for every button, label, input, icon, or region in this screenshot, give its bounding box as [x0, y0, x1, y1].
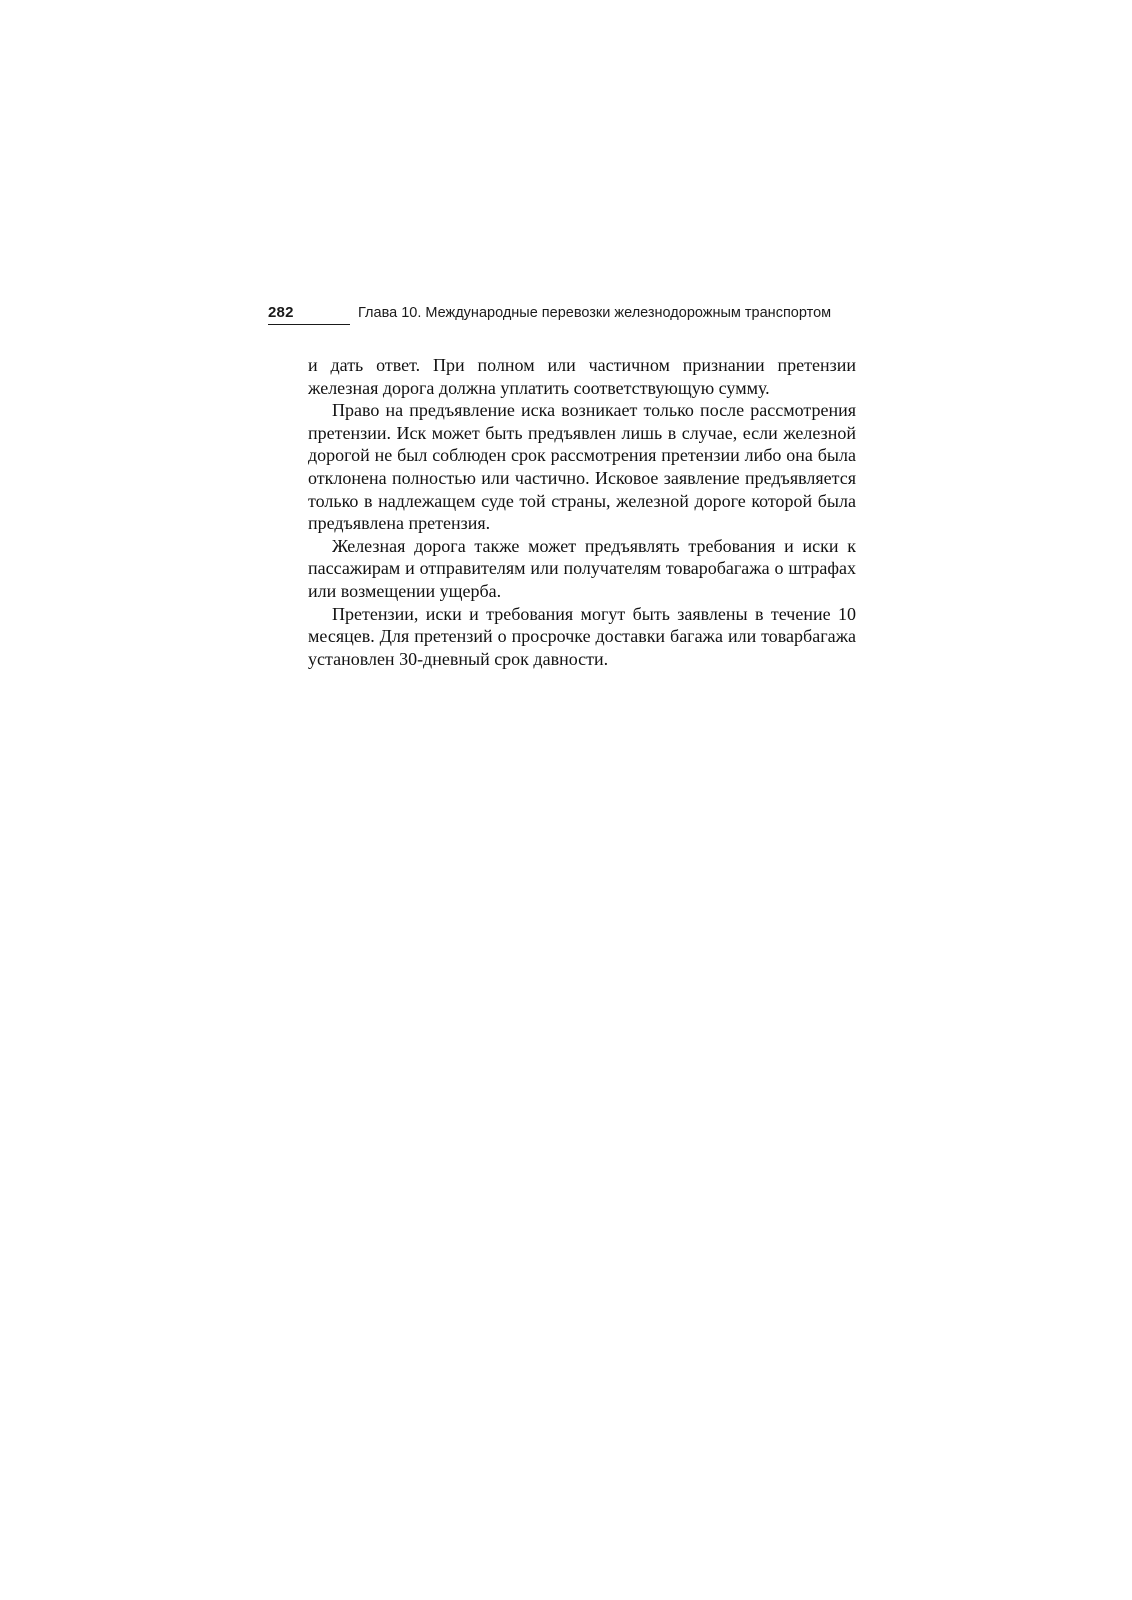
- paragraph-continuation: и дать ответ. При полном или частичном признании претензии железная дорога должна уплатить соответствующую сумму.: [308, 355, 856, 398]
- paragraph-railway-claims: Железная дорога также может предъявлять требования и иски к пассажирам и отправителям или получателям товаробагажа о штрафах или возмещении ущерба.: [308, 535, 856, 601]
- running-header: [268, 300, 856, 330]
- chapter-title: Глава 10. Международные перевозки железнодорожным транспортом: [358, 305, 832, 321]
- body-text: [308, 354, 856, 670]
- header-rule: [268, 324, 350, 325]
- page-number: 282: [268, 304, 294, 321]
- paragraph-limitation-period: Претензии, иски и требования могут быть заявлены в течение 10 месяцев. Для претензий о просрочке доставки багажа или товарбагажа установлен 30-дневный срок давности.: [308, 603, 856, 669]
- paragraph-claim-rights: Право на предъявление иска возникает только после рассмотрения претензии. Иск может быть предъявлен лишь в случае, если железной дорогой не был соблюден срок рассмотрения претензии либо она была отклонена полностью или частично. Исковое заявление предъявляется только в надлежащем суде той страны, железной дороге которой была предъявлена претензия.: [308, 400, 856, 534]
